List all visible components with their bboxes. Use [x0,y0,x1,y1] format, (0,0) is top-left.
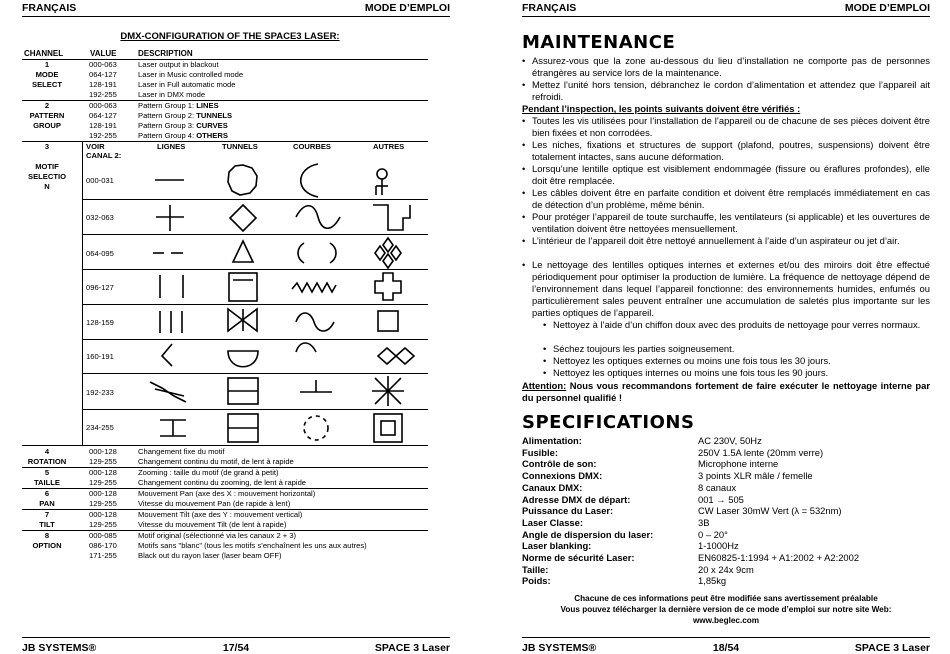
spec-value: 1,85kg [698,575,727,587]
ch3-voir: VOIR [86,142,105,151]
specifications-heading: SPECIFICATIONS [522,412,695,433]
spec-value: 1-1000Hz [698,540,739,552]
maintenance-bullet: • Assurez-vous que la zone au-dessous du lieu d’installation ne comporte pas de personnes étrangères au service lors de la maintenance. [522,55,930,78]
ch5-value: 129-255 [89,478,117,487]
motif-range: 064-095 [86,249,114,258]
ch1-name1: MODE [35,70,59,79]
ch4-num: 4 [44,447,50,456]
ch4-desc: Changement fixe du motif [138,447,225,456]
inspection-bullet: • L’intérieur de l’appareil doit être nettoyé annuellement à l’aide d’un aspirateur ou jet d’air. [522,235,900,246]
spec-key: Poids: [522,575,551,587]
col-channel: CHANNEL [24,49,64,58]
ch7-num: 7 [44,510,50,519]
motif-range: 128-159 [86,318,114,327]
ch3-name1: MOTIF [35,162,59,171]
ch1-desc: Laser in DMX mode [138,90,206,99]
ch7-value: 000-128 [89,510,117,519]
ch1-num: 1 [44,60,50,69]
ch8-value: 171-255 [89,551,117,560]
footer-page-number: 18/54 [712,642,740,654]
ch8-value: 086-170 [89,541,117,550]
spec-key: Connexions DMX: [522,470,603,482]
ch2-name1: PATTERN [29,111,65,120]
ch4-desc: Changement continu du motif, de lent à rapide [138,457,294,466]
spec-key: Contrôle de son: [522,458,597,470]
ch3-num: 3 [44,142,50,151]
spec-key: Laser Classe: [522,516,583,528]
ch2-desc: Pattern Group 3: CURVES [138,121,228,130]
ch4-name: ROTATION [27,457,67,466]
ch3-name2: SELECTIO [28,172,66,181]
sub-bullet: • Nettoyez les optiques externes ou moins une fois tous les 30 jours. [543,355,831,366]
ch3-canal: CANAL 2: [86,151,122,160]
maintenance-heading: MAINTENANCE [522,32,676,53]
motif-range: 192-233 [86,388,114,397]
inspection-bullet: • Les niches, fixations et structures de support (plafond, poutres, suspensions) doivent être totalement intactes, sans aucune déformation. [522,139,930,162]
header-language: FRANÇAIS [522,2,577,14]
sub-bullet: • Nettoyez à l’aide d’un chiffon doux avec des produits de nettoyage pour verres normaux. [543,319,921,330]
ch3-name3: N [44,182,50,191]
ch8-desc: Motif original (sélectionné via les canaux 2 + 3) [138,531,297,540]
col-autres: AUTRES [373,142,405,151]
header-manual: MODE D’EMPLOI [844,2,930,14]
ch1-desc: Laser output in blackout [138,60,219,69]
spec-value: Microphone interne [698,458,779,470]
motif-patterns-grid [0,0,460,460]
spec-key: Alimentation: [522,435,582,446]
ch4-value: 129-255 [89,457,117,466]
ch8-value: 000-085 [89,531,117,540]
ch8-name: OPTION [32,541,62,550]
ch6-value: 129-255 [89,499,117,508]
col-tunnels: TUNNELS [222,142,258,151]
left-page [0,0,460,654]
ch6-desc: Mouvement Pan (axe des X : mouvement horizontal) [138,489,316,498]
col-value: VALUE [90,49,117,58]
spec-key: Taille: [522,563,549,575]
octagon-pattern [228,165,257,195]
ch5-value: 000-128 [89,468,117,477]
footer-brand: JB SYSTEMS® [22,642,97,654]
ch1-value: 064-127 [89,70,117,79]
ch6-num: 6 [44,489,50,498]
inspection-bullet: • Lorsqu’une lentille optique est visiblement endommagée (fissure ou éraflures profondes), elle doit être remplacée. [522,163,930,186]
spec-value: 001 → 505 [698,493,744,505]
ch2-num: 2 [44,101,50,110]
spec-key: Angle de dispersion du laser: [522,528,654,540]
motif-range: 160-191 [86,352,114,361]
ch2-name2: GROUP [33,121,61,130]
sub-bullet: • Séchez toujours les parties soigneusement. [543,343,735,354]
motif-range: 032-063 [86,213,114,222]
inspection-bullet: • Toutes les vis utilisées pour l’installation de l’appareil ou de chacune de ses pièces doivent être bien fixées et non corrodées. [522,115,930,138]
col-courbes: COURBES [293,142,331,151]
spec-value: AC 230V, 50Hz [698,435,762,446]
footer-brand: JB SYSTEMS® [522,642,597,654]
ch8-desc: Black out du rayon laser (laser beam OFF) [138,551,282,560]
footer-page-number: 17/54 [222,642,250,654]
ch6-value: 000-128 [89,489,117,498]
page-header [522,2,930,17]
inspection-bullet: • Les câbles doivent être en parfaite condition et doivent être remplacés immédiatement en cas de détection d’un problème, même bénin. [522,187,930,210]
ch1-desc: Laser in Full automatic mode [138,80,236,89]
inspection-bullet: • Pour protéger l’appareil de toute surchauffe, les ventilateurs (si applicable) et les ouvertures de ventilation doivent être nettoyées mensuellement. [522,211,930,234]
ch6-name: PAN [39,499,55,508]
ch7-desc: Vitesse du mouvement Tilt (de lent à rapide) [138,520,287,529]
spec-key: Laser blanking: [522,540,592,552]
ch1-value: 000-063 [89,60,117,69]
ch2-value: 128-191 [89,121,117,130]
header-manual: MODE D’EMPLOI [364,2,450,14]
ch1-value: 128-191 [89,80,117,89]
dmx-config-title: DMX-CONFIGURATION OF THE SPACE3 LASER: [120,31,340,42]
page-footer [522,637,930,654]
right-page [475,0,940,654]
maintenance-bullet: • Mettez l’unité hors tension, débranchez le cordon d’alimentation et attendez que l’appareil ait refroidi. [522,79,930,102]
disclaimer-note: Chacune de ces informations peut être modifiée sans avertissement préalable [574,594,878,603]
spec-value: 8 canaux [698,481,737,493]
motif-range: 096-127 [86,283,114,292]
inspection-bullet: • Le nettoyage des lentilles optiques internes et externes et/ou des miroirs doit être effectué périodiquement pour optimiser la production de lumière. La fréquence de nettoyage dépend de l’environnement dans lequel l’appareil fonctionne: des environnements humides, enfumés ou particulièrement sales peuvent entraîner une accumulation de saletés plus importante sur les parties optiques de l’appareil. [522,259,930,318]
ch2-value: 064-127 [89,111,117,120]
spec-value: 3B [698,516,710,528]
spec-key: Fusible: [522,446,558,458]
spec-value: 0 – 20° [698,528,728,540]
inspection-heading: Pendant l’inspection, les points suivants doivent être vérifiés : [522,103,801,114]
ch2-value: 000-063 [89,101,117,110]
ch1-desc: Laser in Music controlled mode [138,70,244,79]
footer-product: SPACE 3 Laser [374,642,450,654]
ch8-num: 8 [44,531,50,540]
spec-key: Puissance du Laser: [522,505,614,517]
ch4-value: 000-128 [89,447,117,456]
motif-range: 234-255 [86,423,114,432]
ch7-name: TILT [39,520,55,529]
ch1-value: 192-255 [89,90,117,99]
ch2-desc: Pattern Group 4: OTHERS [138,131,228,140]
footer-product: SPACE 3 Laser [854,642,930,654]
spec-value: CW Laser 30mW Vert (λ = 532nm) [698,505,842,517]
page-footer [22,637,450,654]
motif-range: 000-031 [86,176,114,185]
spec-key: Adresse DMX de départ: [522,493,631,505]
attention-note: Attention: Nous vous recommandons fortement de faire exécuter le nettoyage interne par du personnel qualifié ! [522,380,930,403]
col-lignes: LIGNES [157,142,186,151]
website-link[interactable]: www.beglec.com [692,616,760,625]
ch5-desc: Changement continu du zooming, de lent à rapide [138,478,307,487]
ch6-desc: Vitesse du mouvement Pan (de rapide à lent) [138,499,291,508]
spec-value: 20 x 24x 9cm [698,563,754,575]
ch2-desc: Pattern Group 2: TUNNELS [138,111,233,120]
spec-key: Canaux DMX: [522,481,583,493]
arc-pattern [301,164,318,197]
ch2-desc: Pattern Group 1: LINES [138,101,219,110]
col-description: DESCRIPTION [138,49,193,58]
spec-value: 250V 1.5A lente (20mm verre) [698,446,824,458]
ch1-name2: SELECT [32,80,62,89]
ch7-value: 129-255 [89,520,117,529]
download-note: Vous pouvez télécharger la dernière version de ce mode d’emploi sur notre site Web: [560,605,892,614]
specifications-list [522,435,930,595]
ch5-name: TAILLE [33,478,60,487]
ch7-desc: Mouvement Tilt (axe des Y : mouvement vertical) [138,510,303,519]
spec-value: 3 points XLR mâle / femelle [698,470,813,482]
spec-value: EN60825-1:1994 + A1:2002 + A2:2002 [698,552,860,563]
ch8-desc: Motifs sans "blanc" (tous les motifs s’enchaînent les uns aux autres) [138,541,367,550]
header-language: FRANÇAIS [22,2,77,14]
ch5-desc: Zooming : taille du motif (de grand à petit) [138,468,279,477]
spec-key: Norme de sécurité Laser: [522,552,635,563]
ch2-value: 192-255 [89,131,117,140]
ch5-num: 5 [44,468,50,477]
sub-bullet: • Nettoyez les optiques internes ou moins une fois tous les 90 jours. [543,367,829,378]
